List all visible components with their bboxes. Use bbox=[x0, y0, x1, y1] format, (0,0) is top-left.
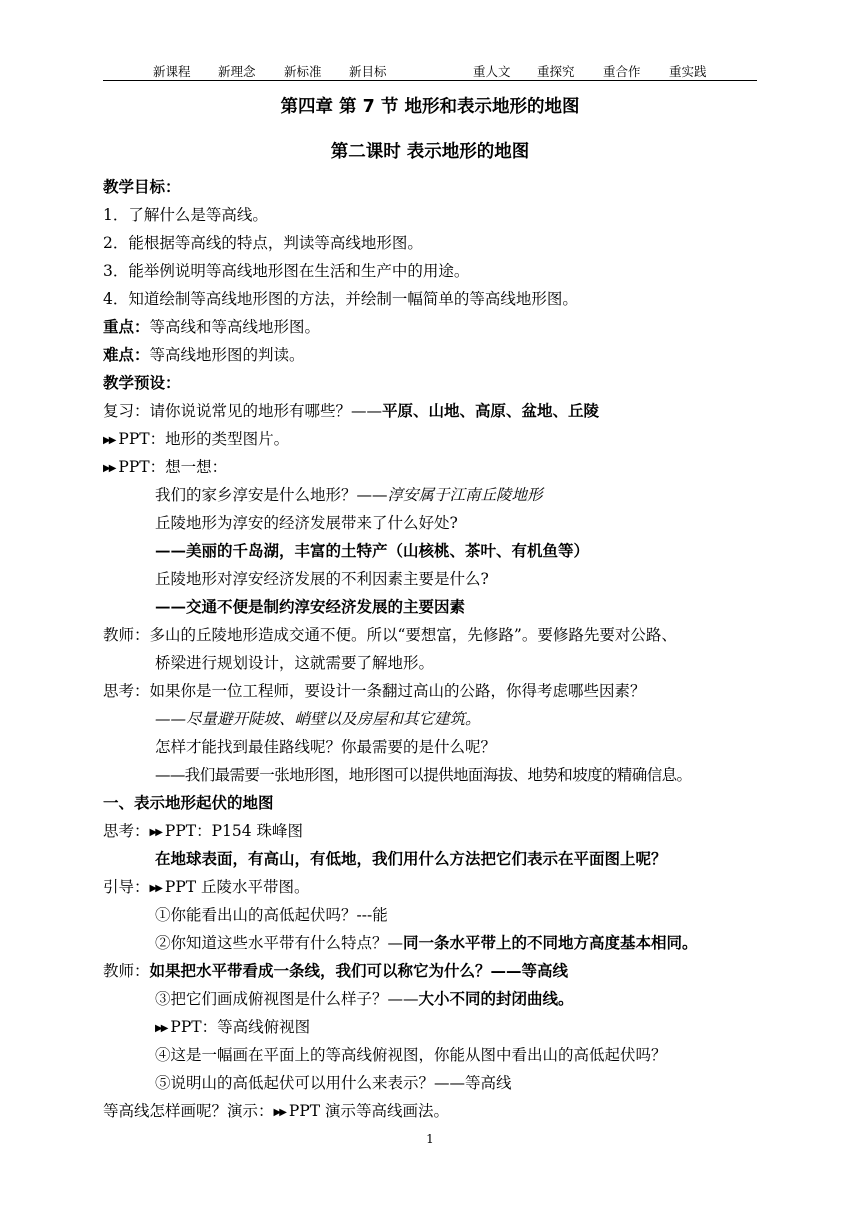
ppt-line bbox=[155, 1017, 310, 1039]
page-number: 1 bbox=[426, 1132, 434, 1146]
header-item: 重探究 bbox=[537, 64, 575, 79]
think-line: 思考：如果你是一位工程师，要设计一条翻过高山的公路，你得考虑哪些因素？ bbox=[103, 682, 646, 700]
difficulty-point bbox=[103, 345, 305, 365]
preset-heading: 教学预设： bbox=[103, 374, 181, 392]
think-answer: ——交通不便是制约淳安经济发展的主要因素 bbox=[155, 597, 466, 616]
teacher-question: 如果把水平带看成一条线，我们可以称它为什么？——等高线 bbox=[149, 962, 569, 980]
demo-line bbox=[103, 1101, 449, 1123]
guide-question: ⑤说明山的高低起伏可以用什么来表示？——等高线 bbox=[155, 1074, 512, 1092]
think-question: 丘陵地形为淳安的经济发展带来了什么好处? bbox=[155, 514, 458, 532]
difficulty-text: 等高线地形图的判读。 bbox=[149, 346, 305, 364]
guide-line bbox=[103, 877, 310, 899]
guide-question bbox=[155, 933, 698, 953]
ppt-text: PPT 丘陵水平带图。 bbox=[164, 878, 310, 896]
play-arrow-icon: ▶▶ bbox=[155, 1023, 167, 1034]
answer-text: 大小不同的封闭曲线。 bbox=[418, 989, 574, 1008]
guide-question: ④这是一幅画在平面上的等高线俯视图，你能从图中看出山的高低起伏吗？ bbox=[155, 1046, 667, 1064]
guide-label: 引导： bbox=[103, 878, 150, 896]
objective-item: 2．能根据等高线的特点，判读等高线地形图。 bbox=[103, 234, 423, 252]
lesson-subtitle: 第二课时 表示地形的地图 bbox=[330, 142, 530, 162]
ppt-text: PPT：P154 珠峰图 bbox=[164, 822, 304, 840]
objective-item: 4．知道绘制等高线地形图的方法，并绘制一幅简单的等高线地形图。 bbox=[103, 290, 578, 308]
question-text: ③把它们画成俯视图是什么样子？—— bbox=[155, 990, 419, 1008]
key-point bbox=[103, 317, 320, 337]
difficulty-label: 难点： bbox=[103, 346, 150, 364]
think-line: 怎样才能找到最佳路线呢？你最需要的是什么呢？ bbox=[155, 738, 497, 756]
guide-question bbox=[155, 989, 574, 1009]
think-question: 在地球表面，有高山，有低地，我们用什么方法把它们表示在平面图上呢？ bbox=[155, 850, 667, 868]
chapter-title: 第四章 第 7 节 地形和表示地形的地图 bbox=[280, 97, 580, 117]
header-item: 新理念 bbox=[218, 64, 256, 79]
objective-item: 1．了解什么是等高线。 bbox=[103, 206, 268, 224]
guide-question: ①你能看出山的高低起伏吗？---能 bbox=[155, 906, 388, 924]
think-question: 丘陵地形对淳安经济发展的不利因素主要是什么? bbox=[155, 570, 489, 588]
page-header bbox=[103, 58, 757, 81]
key-label: 重点： bbox=[103, 318, 150, 336]
header-item: 重人文 bbox=[473, 64, 511, 79]
question-text: 我们的家乡淳安是什么地形？—— bbox=[155, 486, 388, 504]
answer-text: 淳安属于江南丘陵地形 bbox=[387, 486, 543, 504]
ppt-line bbox=[103, 429, 289, 451]
header-item: 新标准 bbox=[284, 64, 322, 79]
think-answer: ——我们最需要一张地形图，地形图可以提供地面海拔、地势和坡度的精确信息。 bbox=[155, 766, 692, 784]
header-item: 重实践 bbox=[669, 64, 707, 79]
play-arrow-icon: ▶▶ bbox=[273, 1107, 285, 1118]
header-item: 重合作 bbox=[603, 64, 641, 79]
objective-item: 3．能举例说明等高线地形图在生活和生产中的用途。 bbox=[103, 262, 470, 280]
answer-text: 同一条水平带上的不同地方高度基本相同。 bbox=[403, 933, 698, 952]
ppt-text: PPT：想一想： bbox=[118, 458, 228, 476]
ppt-line bbox=[103, 457, 227, 479]
ppt-text: PPT：地形的类型图片。 bbox=[118, 430, 290, 448]
section-heading: 一、表示地形起伏的地图 bbox=[103, 794, 274, 812]
header-item: 新目标 bbox=[349, 64, 387, 79]
think-label: 思考： bbox=[103, 822, 150, 840]
question-text: ②你知道这些水平带有什么特点？— bbox=[155, 934, 404, 952]
think-answer: ——尽量避开陡坡、峭壁以及房屋和其它建筑。 bbox=[155, 710, 481, 728]
play-arrow-icon: ▶▶ bbox=[149, 827, 161, 838]
ppt-text: PPT：等高线俯视图 bbox=[170, 1018, 311, 1036]
review-answer: 平原、山地、高原、盆地、丘陵 bbox=[382, 401, 600, 420]
review-line bbox=[103, 401, 599, 421]
play-arrow-icon: ▶▶ bbox=[103, 435, 115, 446]
objectives-heading: 教学目标： bbox=[103, 178, 181, 196]
teacher-line: 教师：多山的丘陵地形造成交通不便。所以“要想富，先修路”。要修路先要对公路、 bbox=[103, 626, 677, 644]
key-text: 等高线和等高线地形图。 bbox=[149, 318, 321, 336]
teacher-label: 教师： bbox=[103, 962, 150, 980]
think-ppt-line bbox=[103, 821, 303, 843]
think-question bbox=[155, 485, 543, 505]
play-arrow-icon: ▶▶ bbox=[149, 883, 161, 894]
teacher-line bbox=[103, 961, 568, 981]
teacher-line: 桥梁进行规划设计，这就需要了解地形。 bbox=[155, 654, 435, 672]
play-arrow-icon: ▶▶ bbox=[103, 463, 115, 474]
ppt-text: PPT 演示等高线画法。 bbox=[288, 1102, 450, 1120]
think-answer: ——美丽的千岛湖，丰富的土特产（山核桃、茶叶、有机鱼等） bbox=[155, 541, 590, 560]
header-item: 新课程 bbox=[153, 64, 191, 79]
demo-text: 等高线怎样画呢？演示： bbox=[103, 1102, 274, 1120]
review-label: 复习：请你说说常见的地形有哪些？—— bbox=[103, 402, 383, 420]
